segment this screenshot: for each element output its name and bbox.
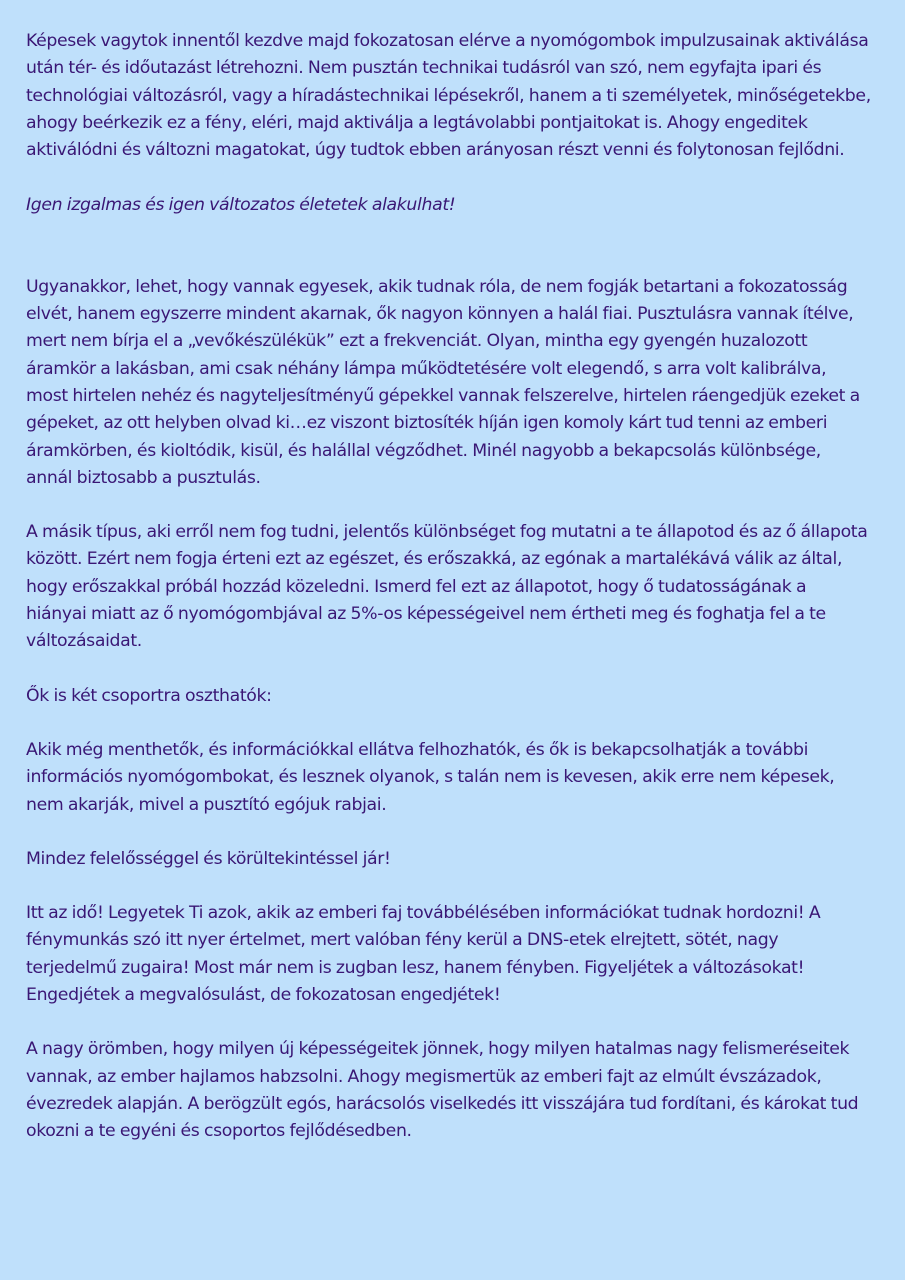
paragraph-other-type: A másik típus, aki erről nem fog tudni, jelentős különbséget fog mutatni a te állapotod és az ő állapota között. Ezért nem fogja érteni ezt az egészet, és erőszakká, az egónak a martalékává válik az által, hogy erőszakkal próbál hozzád közeledni. Ismerd fel ezt az állapotot, hogy ő tudatosságának a hiányai miatt az ő nyomógombjával az 5%-os képességeivel nem értheti meg és foghatja fel a te változásaidat. [26,522,868,652]
paragraph-savable: Akik még menthetők, és információkkal ellátva felhozhatók, és ők is bekapcsolhatják a további információs nyomógombokat, és lesznek olyanok, s talán nem is kevesen, akik erre nem képesek, nem akarják, mivel a pusztító egójuk rabjai. [26,739,835,815]
paragraph-great-joy: A nagy örömben, hogy milyen új képességeitek jönnek, hogy milyen hatalmas nagy felismeréseitek vannak, az ember hajlamos habzsolni. Ahogy megismertük az emberi fajt az elmúlt évszázadok, évezredek alapján. A berögzült egós, harácsolós viselkedés itt visszájára tud fordítani, és károkat tud okozni a te egyéni és csoportos fejlődésedben. [26,1039,859,1142]
paragraph-exciting-life: Igen izgalmas és igen változatos életetek alakulhat! [26,195,456,216]
paragraph-time-is-now: Itt az idő! Legyetek Ti azok, akik az emberi faj továbbélésében információkat tudnak hordozni! A fénymunkás szó itt nyer értelmet, mert valóban fény kerül a DNS-etek elrejtett, sötét, nagy terjedelmű zugaira! Most már nem is zugban lesz, hanem fényben. Figyeljétek a változásokat! Engedjétek a megvalósulást, de fokozatosan engedjétek! [26,903,821,1006]
paragraph-gradualness: Ugyanakkor, lehet, hogy vannak egyesek, akik tudnak róla, de nem fogják betartani a fokozatosság elvét, hanem egyszerre mindent akarnak, ők nagyon könnyen a halál fiai. Pusztulásra vannak ítélve, mert nem bírja el a „vevőkészülékük” ezt a frekvenciát. Olyan, mintha egy gyengén huzalozott áramkör a lakásban, ami csak néhány lámpa működtetésére volt elegendő, s arra volt kalibrálva, most hirtelen nehéz és nagyteljesítményű gépekkel vannak felszerelve, hirtelen ráengedjük ezeket a gépeket, az ott helyben olvad ki…ez viszont biztosíték híján igen komoly kárt tud tenni az emberi áramkörben, és kioltódik, kisül, és halállal végződhet. Minél nagyobb a bekapcsolás különbsége, annál biztosabb a pusztulás. [26,276,860,488]
paragraph-responsibility: Mindez felelősséggel és körültekintéssel jár! [26,848,391,869]
paragraph-time-travel: Képesek vagytok innentől kezdve majd fokozatosan elérve a nyomógombok impulzusainak aktiválása után tér- és időutazást létrehozni. Nem pusztán technikai tudásról van szó, nem egyfajta ipari és technológiai változásról, vagy a híradástechnikai lépésekről, hanem a ti személyetek, minőségetekbe, ahogy beérkezik ez a fény, eléri, majd aktiválja a legtávolabbi pontjaitokat is. Ahogy engeditek aktiválódni és változni magatokat, úgy tudtok ebben arányosan részt venni és folytonosan fejlődni. [26,31,871,161]
paragraph-two-groups: Ők is két csoportra oszthatók: [26,685,272,706]
